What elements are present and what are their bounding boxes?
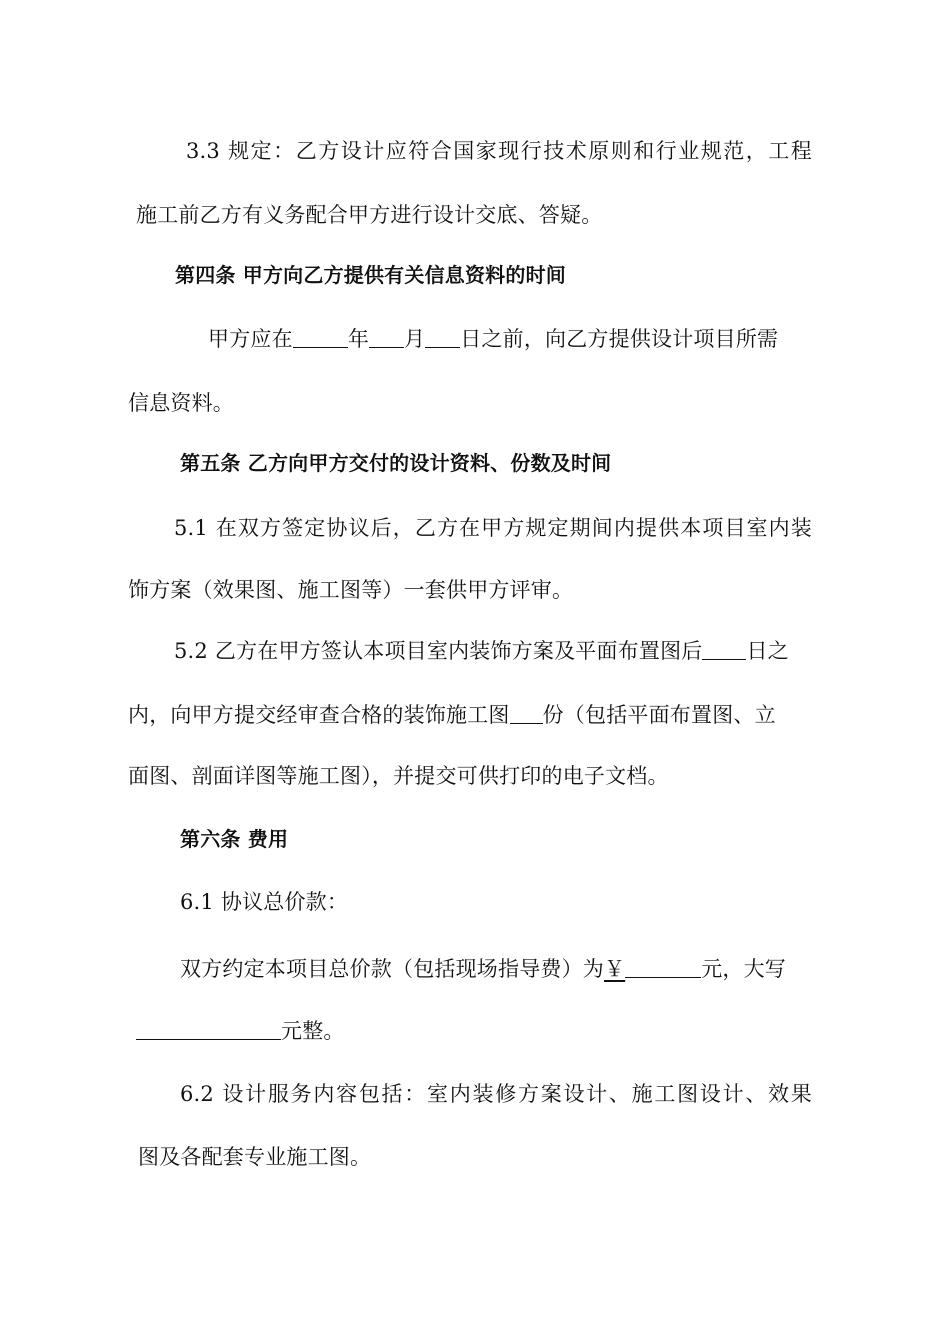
article-4-paragraph-line-2: 信息资料。 — [128, 391, 234, 415]
clause-6-2-line-1: 6.2 设计服务内容包括：室内装修方案设计、施工图设计、效果 — [180, 1082, 812, 1106]
amount-in-words-blank — [136, 1017, 281, 1040]
clause-5-1-line-2: 饰方案（效果图、施工图等）一套供甲方评审。 — [128, 578, 574, 602]
copies-blank — [510, 701, 543, 724]
clause-5-2-text-a: 5.2 乙方在甲方签认本项目室内装饰方案及平面布置图后 — [174, 639, 703, 663]
month-blank — [369, 325, 404, 348]
amount-blank — [625, 955, 701, 978]
year-blank — [293, 325, 348, 348]
price-text-b: 元，大写 — [701, 957, 787, 981]
article-4-text-c: 月 — [404, 327, 426, 351]
days-blank — [702, 637, 746, 660]
article-5-heading: 第五条 乙方向甲方交付的设计资料、份数及时间 — [180, 451, 612, 475]
clause-6-2-line-2: 图及各配套专业施工图。 — [138, 1145, 372, 1169]
clause-5-2-line-2 — [128, 700, 776, 730]
clause-5-2-text-c: 内，向甲方提交经审查合格的装饰施工图 — [128, 703, 510, 727]
article-4-text-d: 日之前，向乙方提供设计项目所需 — [460, 327, 779, 351]
price-line-1 — [180, 954, 786, 984]
article-4-text-a: 甲方应在 — [208, 327, 293, 351]
article-4-text-b: 年 — [347, 327, 370, 351]
article-6-heading: 第六条 费用 — [180, 827, 289, 851]
price-text-c: 元整。 — [281, 1019, 345, 1043]
currency-symbol: ￥ — [604, 957, 626, 981]
clause-5-2-text-b: 日之 — [746, 639, 789, 663]
clause-3-3-line-1: 3.3 规定：乙方设计应符合国家现行技术原则和行业规范，工程 — [186, 139, 812, 163]
clause-5-2-line-1 — [174, 636, 789, 666]
price-line-2 — [136, 1016, 345, 1046]
clause-5-1-line-1: 5.1 在双方签定协议后，乙方在甲方规定期间内提供本项目室内装 — [174, 516, 812, 540]
clause-6-1: 6.1 协议总价款： — [180, 890, 349, 914]
clause-3-3-line-2: 施工前乙方有义务配合甲方进行设计交底、答疑。 — [136, 203, 603, 227]
article-4-heading: 第四条 甲方向乙方提供有关信息资料的时间 — [175, 263, 566, 287]
price-text-a: 双方约定本项目总价款（包括现场指导费）为 — [180, 957, 604, 981]
day-blank — [425, 325, 460, 348]
clause-5-2-text-d: 份（包括平面布置图、立 — [542, 703, 776, 727]
article-4-paragraph-line-1 — [208, 324, 778, 354]
clause-5-2-line-3: 面图、剖面详图等施工图），并提交可供打印的电子文档。 — [128, 764, 669, 788]
